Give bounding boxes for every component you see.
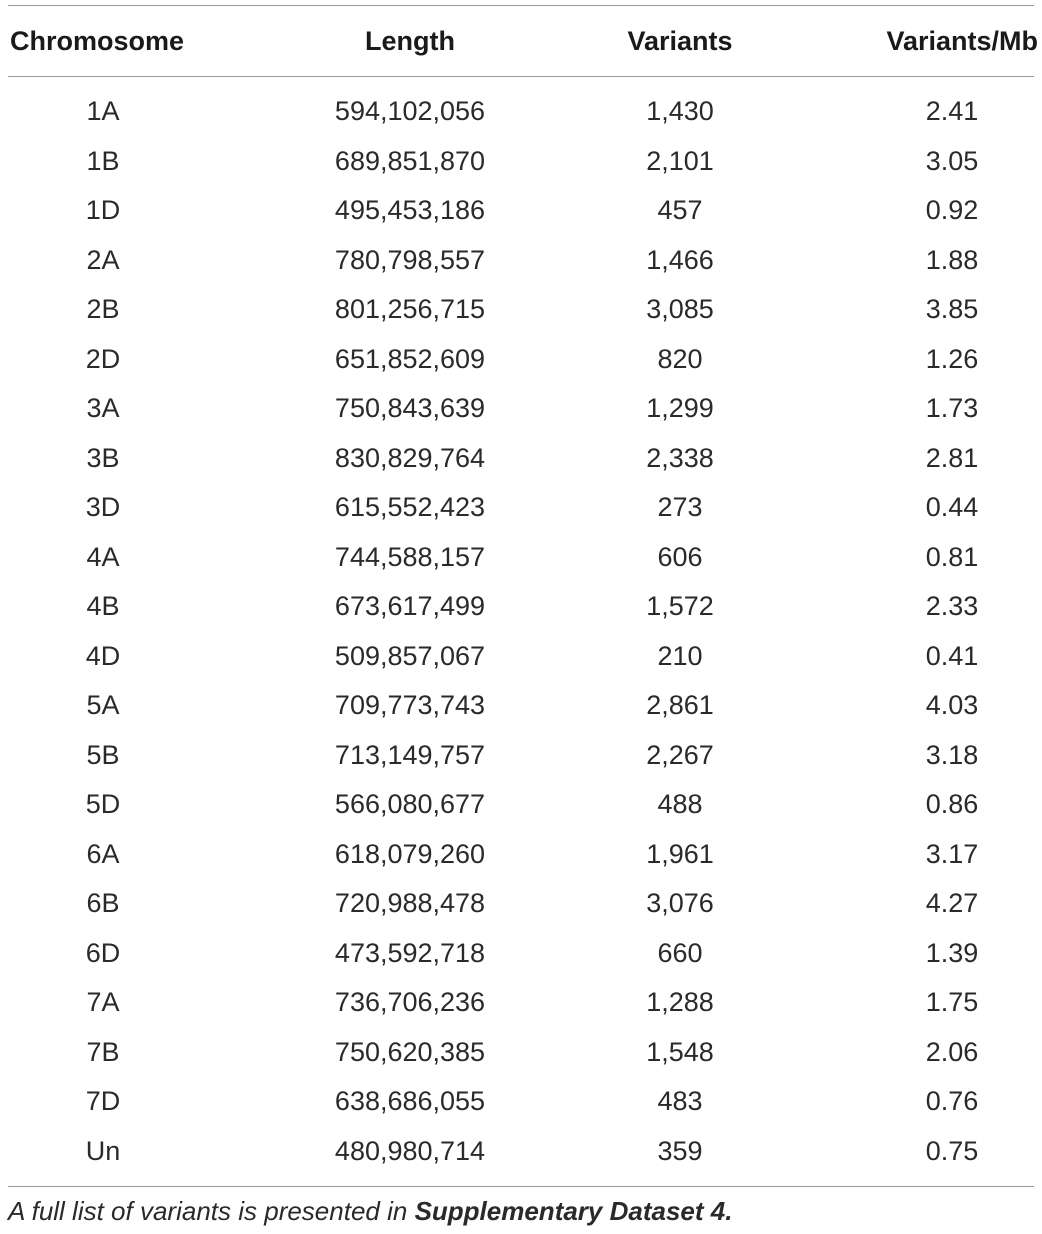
cell-length: 720,988,478 xyxy=(334,888,486,919)
cell-variants: 2,861 xyxy=(646,690,714,721)
table-row xyxy=(0,384,1042,434)
cell-variants: 1,430 xyxy=(646,96,714,127)
cell-length: 473,592,718 xyxy=(334,937,486,968)
cell-length: 709,773,743 xyxy=(334,690,486,721)
cell-length: 713,149,757 xyxy=(334,739,486,770)
cell-variants-per-mb: 2.41 xyxy=(925,96,979,127)
cell-chromosome: 1D xyxy=(85,195,121,226)
cell-variants: 820 xyxy=(657,343,703,374)
cell-variants: 1,466 xyxy=(646,244,714,275)
cell-variants-per-mb: 4.27 xyxy=(925,888,979,919)
header-chromosome: Chromosome xyxy=(10,25,185,56)
cell-variants-per-mb: 1.73 xyxy=(925,393,979,424)
cell-variants: 457 xyxy=(657,195,703,226)
cell-length: 509,857,067 xyxy=(334,640,486,671)
table-row xyxy=(0,1077,1042,1127)
cell-variants-per-mb: 0.41 xyxy=(925,640,979,671)
cell-chromosome: 6D xyxy=(85,937,121,968)
cell-chromosome: 4B xyxy=(86,591,120,622)
cell-variants-per-mb: 3.17 xyxy=(925,838,979,869)
cell-variants-per-mb: 0.75 xyxy=(925,1135,979,1166)
table-row xyxy=(0,533,1042,583)
cell-length: 673,617,499 xyxy=(334,591,486,622)
cell-length: 689,851,870 xyxy=(334,145,486,176)
cell-chromosome: 3B xyxy=(86,442,120,473)
table-body xyxy=(0,87,1042,1176)
table-row xyxy=(0,137,1042,187)
cell-variants-per-mb: 0.92 xyxy=(925,195,979,226)
cell-chromosome: 3D xyxy=(85,492,121,523)
header-variants: Variants xyxy=(627,25,733,56)
cell-variants: 3,085 xyxy=(646,294,714,325)
footnote-text: A full list of variants is presented in xyxy=(8,1196,415,1226)
cell-variants: 2,267 xyxy=(646,739,714,770)
cell-length: 750,620,385 xyxy=(334,1036,486,1067)
cell-variants-per-mb: 3.05 xyxy=(925,145,979,176)
cell-variants: 1,548 xyxy=(646,1036,714,1067)
cell-variants-per-mb: 1.39 xyxy=(925,937,979,968)
table-header-row xyxy=(0,6,1042,76)
table-row xyxy=(0,830,1042,880)
table-row xyxy=(0,780,1042,830)
cell-variants-per-mb: 0.76 xyxy=(925,1086,979,1117)
cell-chromosome: 5A xyxy=(86,690,120,721)
cell-variants-per-mb: 3.18 xyxy=(925,739,979,770)
table-row xyxy=(0,978,1042,1028)
table-row xyxy=(0,335,1042,385)
cell-length: 744,588,157 xyxy=(334,541,486,572)
cell-variants: 1,572 xyxy=(646,591,714,622)
cell-variants: 660 xyxy=(657,937,703,968)
cell-variants: 2,101 xyxy=(646,145,714,176)
cell-variants: 1,299 xyxy=(646,393,714,424)
cell-chromosome: 7D xyxy=(85,1086,121,1117)
table-row xyxy=(0,1127,1042,1177)
cell-variants: 483 xyxy=(657,1086,703,1117)
cell-variants: 1,288 xyxy=(646,987,714,1018)
cell-variants-per-mb: 4.03 xyxy=(925,690,979,721)
table-row xyxy=(0,731,1042,781)
cell-variants-per-mb: 0.81 xyxy=(925,541,979,572)
table-row xyxy=(0,186,1042,236)
cell-variants-per-mb: 2.06 xyxy=(925,1036,979,1067)
cell-variants: 273 xyxy=(657,492,703,523)
table-row xyxy=(0,483,1042,533)
cell-chromosome: 2D xyxy=(85,343,121,374)
table-bottom-rule xyxy=(8,1186,1034,1187)
cell-length: 830,829,764 xyxy=(334,442,486,473)
cell-variants: 606 xyxy=(657,541,703,572)
cell-chromosome: 5B xyxy=(86,739,120,770)
cell-chromosome: 5D xyxy=(85,789,121,820)
cell-chromosome: Un xyxy=(85,1135,121,1166)
cell-variants-per-mb: 0.44 xyxy=(925,492,979,523)
cell-length: 801,256,715 xyxy=(334,294,486,325)
cell-chromosome: 3A xyxy=(86,393,120,424)
cell-length: 594,102,056 xyxy=(334,96,486,127)
cell-chromosome: 2A xyxy=(86,244,120,275)
cell-variants: 359 xyxy=(657,1135,703,1166)
table-row xyxy=(0,285,1042,335)
table-row xyxy=(0,1028,1042,1078)
cell-variants: 3,076 xyxy=(646,888,714,919)
table-row xyxy=(0,632,1042,682)
table-row xyxy=(0,929,1042,979)
footnote-dataset-reference: Supplementary Dataset 4. xyxy=(414,1196,733,1226)
header-length: Length xyxy=(365,25,455,56)
cell-chromosome: 1B xyxy=(86,145,120,176)
table-row xyxy=(0,236,1042,286)
cell-variants-per-mb: 1.26 xyxy=(925,343,979,374)
cell-variants: 488 xyxy=(657,789,703,820)
cell-variants: 2,338 xyxy=(646,442,714,473)
cell-length: 480,980,714 xyxy=(334,1135,486,1166)
cell-variants: 210 xyxy=(657,640,703,671)
cell-variants: 1,961 xyxy=(646,838,714,869)
cell-chromosome: 1A xyxy=(86,96,120,127)
cell-chromosome: 7A xyxy=(86,987,120,1018)
cell-variants-per-mb: 2.33 xyxy=(925,591,979,622)
table-row xyxy=(0,879,1042,929)
cell-length: 651,852,609 xyxy=(334,343,486,374)
cell-variants-per-mb: 1.88 xyxy=(925,244,979,275)
table-row xyxy=(0,681,1042,731)
cell-length: 638,686,055 xyxy=(334,1086,486,1117)
table-header-rule xyxy=(8,76,1034,77)
cell-length: 566,080,677 xyxy=(334,789,486,820)
cell-length: 618,079,260 xyxy=(334,838,486,869)
header-variants-per-mb: Variants/Mb xyxy=(886,25,1038,56)
table-row xyxy=(0,434,1042,484)
cell-length: 495,453,186 xyxy=(334,195,486,226)
cell-variants-per-mb: 2.81 xyxy=(925,442,979,473)
cell-chromosome: 6B xyxy=(86,888,120,919)
cell-chromosome: 4D xyxy=(85,640,121,671)
cell-chromosome: 7B xyxy=(86,1036,120,1067)
table-row xyxy=(0,87,1042,137)
cell-length: 750,843,639 xyxy=(334,393,486,424)
cell-variants-per-mb: 1.75 xyxy=(925,987,979,1018)
cell-variants-per-mb: 3.85 xyxy=(925,294,979,325)
cell-chromosome: 6A xyxy=(86,838,120,869)
cell-chromosome: 2B xyxy=(86,294,120,325)
cell-length: 780,798,557 xyxy=(334,244,486,275)
table-footnote xyxy=(8,1196,732,1227)
cell-length: 615,552,423 xyxy=(334,492,486,523)
cell-chromosome: 4A xyxy=(86,541,120,572)
cell-length: 736,706,236 xyxy=(334,987,486,1018)
cell-variants-per-mb: 0.86 xyxy=(925,789,979,820)
table-row xyxy=(0,582,1042,632)
